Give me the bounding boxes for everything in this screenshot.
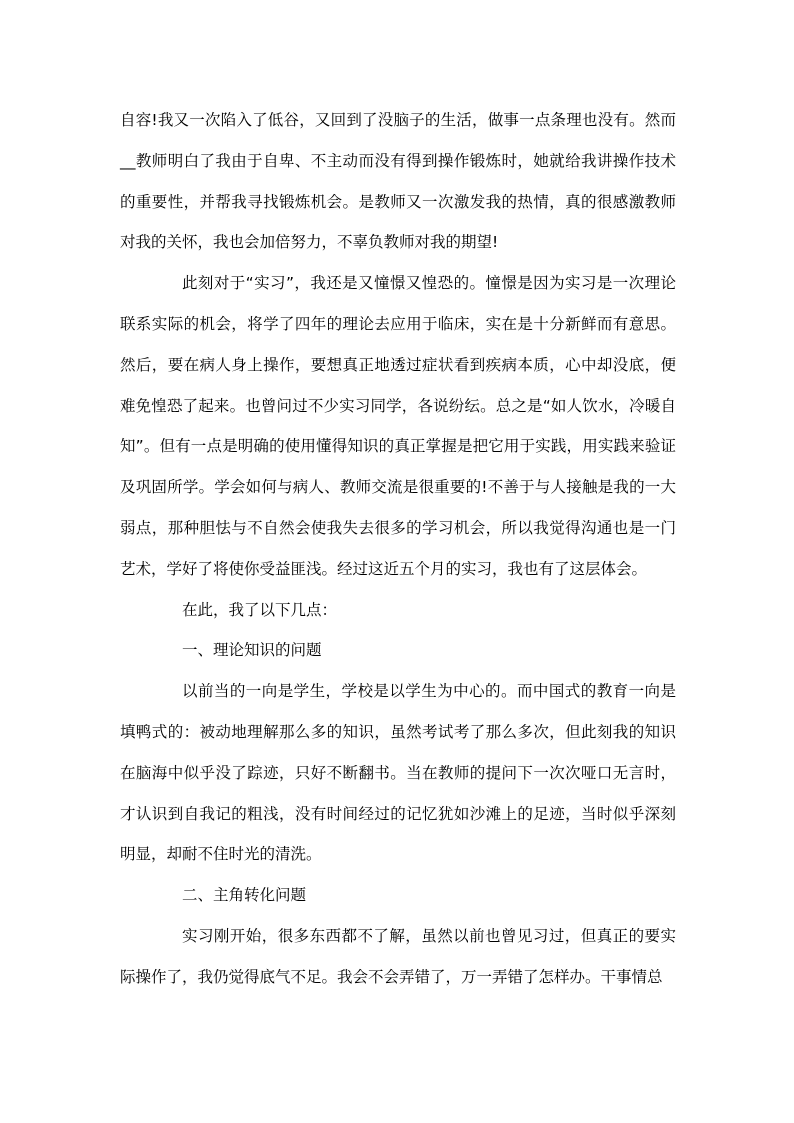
paragraph-continuation: 自容!我又一次陷入了低谷，又回到了没脑子的生活，做事一点条理也没有。然而__教师明白了我由于自卑、不主动而没有得到操作锻炼时，她就给我讲操作技术的重要性，并帮我寻找锻炼机会。是教师又一次激发我的热情，真的很感激教师对我的关怀，我也会加倍努力，不辜负教师对我的期望! (120, 111, 676, 252)
paragraph-internship-feelings: 此刻对于“实习”，我还是又憧憬又惶恐的。憧憬是因为实习是一次理论联系实际的机会，将学了四年的理论去应用于临床，实在是十分新鲜而有意思。然后，要在病人身上操作，要想真正地透过症状看到疾病本质，心中却没底，便难免惶恐了起来。也曾问过不少实习同学，各说纷纭。总之是“如人饮水，冷暖自知”。但有一点是明确的使用懂得知识的真正掌握是把它用于实践，用实践来验证及巩固所学。学会如何与病人、教师交流是很重要的!不善于与人接触是我的一大弱点，那种胆怯与不自然会使我失去很多的学习机会，所以我觉得沟通也是一门艺术，学好了将使你受益匪浅。经过这近五个月的实习，我也有了这层体会。 (120, 274, 676, 578)
paragraph-intro-points: 在此，我了以下几点： (182, 600, 338, 619)
paragraph-theory-knowledge: 以前当的一向是学生，学校是以学生为中心的。而中国式的教育一向是填鸭式的：被动地理解那么多的知识，虽然考试考了那么多次，但此刻我的知识在脑海中似乎没了踪迹，只好不断翻书。当在教师的提问下一次次哑口无言时，才认识到自我记的粗浅，没有时间经过的记忆犹如沙滩上的足迹，当时似乎深刻明显，却耐不住时光的清洗。 (120, 682, 676, 864)
paragraph-role-transition: 实习刚开始，很多东西都不了解，虽然以前也曾见习过，但真正的要实际操作了，我仍觉得底气不足。我会不会弄错了，万一弄错了怎样办。干事情总 (120, 926, 676, 986)
heading-theory-knowledge: 一、理论知识的问题 (182, 641, 322, 660)
heading-role-transition: 二、主角转化问题 (182, 886, 307, 905)
document-body (120, 100, 676, 998)
